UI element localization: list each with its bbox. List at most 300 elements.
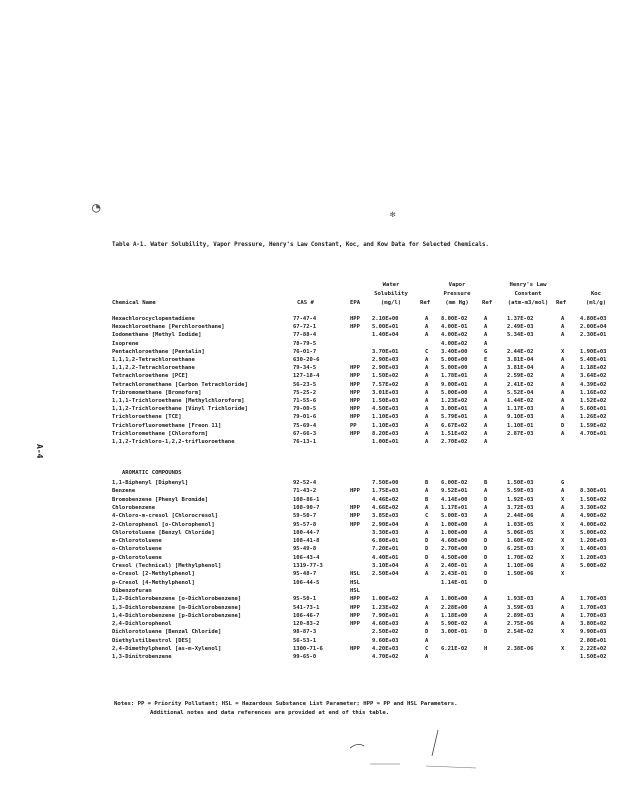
cas-number: 100-44-7 <box>293 529 320 536</box>
koc-value: 1.59E+02 <box>580 422 607 429</box>
chemical-name: o-Cresol [2-Methylphenol] <box>112 571 195 578</box>
koc-value: 1.20E+03 <box>580 554 607 561</box>
chemical-name: 1,1-Biphenyl [Diphenyl] <box>112 480 189 486</box>
solubility-value: 7.20E+01 <box>372 546 399 553</box>
solubility-ref: B <box>425 496 429 503</box>
solubility-value: 3.85E+03 <box>372 513 399 520</box>
vapor-pressure-value: 3.00E+01 <box>441 406 468 413</box>
vapor-pressure-value: 1.18E+00 <box>441 612 468 619</box>
table-row <box>0 629 618 638</box>
cas-number: 76-01-7 <box>293 348 317 355</box>
koc-value: 2.80E+01 <box>580 637 607 644</box>
koc-value: 4.39E+02 <box>580 381 607 388</box>
solubility-value: 4.66E+02 <box>372 504 399 511</box>
vapor-pressure-ref: A <box>484 529 488 536</box>
henry-constant-ref: A <box>561 373 565 380</box>
epa-code: HPP <box>350 612 360 619</box>
vapor-pressure-value: 5.00E+00 <box>441 357 468 363</box>
vapor-pressure-value: 6.00E-02 <box>441 480 468 486</box>
vapor-pressure-value: 5.90E-02 <box>441 621 468 628</box>
solubility-ref: A <box>425 439 429 445</box>
henry-constant-ref: A <box>561 563 565 569</box>
koc-value: 4.00E+02 <box>580 521 607 528</box>
henry-constant-ref: D <box>561 422 565 429</box>
vapor-pressure-value: 2.70E+00 <box>441 546 468 553</box>
vapor-pressure-value: 1.78E+01 <box>441 373 468 380</box>
vapor-pressure-ref: A <box>484 365 488 372</box>
header-vapor: Vapor Pressure (mm Hg) <box>443 282 471 306</box>
vapor-pressure-ref: D <box>484 579 488 586</box>
henry-constant-value: 1.93E-03 <box>507 596 534 603</box>
cas-number: 98-87-3 <box>293 629 317 636</box>
solubility-value: 4.46E+02 <box>372 496 399 503</box>
henry-constant-value: 1.10E-01 <box>507 422 534 429</box>
henry-constant-ref: A <box>561 365 565 372</box>
solubility-value: 1.23E+02 <box>372 604 399 611</box>
cas-number: 59-50-7 <box>293 513 317 520</box>
table-row <box>0 439 618 448</box>
vapor-pressure-value: 2.43E-01 <box>441 571 468 578</box>
vapor-pressure-value: 2.70E+02 <box>441 439 468 445</box>
chemical-name: Pentachloroethane [Pentalin] <box>112 348 205 355</box>
section-heading-aromatic: AROMATIC COMPOUNDS <box>122 470 182 476</box>
henry-constant-ref: X <box>561 348 565 355</box>
vapor-pressure-value: 4.00E+02 <box>441 340 468 347</box>
koc-value: 9.90E+03 <box>580 629 607 636</box>
henry-constant-ref: A <box>561 596 565 603</box>
henry-constant-value: 5.52E-04 <box>507 389 534 396</box>
table-row <box>0 497 618 506</box>
table-row <box>0 588 618 597</box>
vapor-pressure-ref: A <box>484 316 488 322</box>
header-ref3: Ref <box>556 300 567 306</box>
epa-code: HPP <box>350 521 360 528</box>
vapor-pressure-value: 8.00E-02 <box>441 316 468 322</box>
chemical-name: Chlorobenzene <box>112 504 156 511</box>
epa-code: HPP <box>350 398 360 404</box>
henry-constant-ref: X <box>561 571 565 578</box>
vapor-pressure-value: 5.00E+00 <box>441 365 468 372</box>
epa-code: HPP <box>350 504 360 511</box>
solubility-ref: D <box>425 538 429 545</box>
solubility-value: 2.90E+04 <box>372 521 399 528</box>
chemical-name: Tribromomethane [Bromoform] <box>112 389 202 396</box>
chemical-name: Cresol (Technical) [Methylphenol] <box>112 563 222 569</box>
solubility-value: 3.30E+03 <box>372 529 399 536</box>
vapor-pressure-ref: D <box>484 554 488 561</box>
vapor-pressure-ref: A <box>484 332 488 339</box>
table-notes <box>114 700 458 718</box>
chemical-name: 2,4-Dimethylphenol [as-m-Xylenol] <box>112 646 222 652</box>
solubility-value: 7.57E+02 <box>372 381 399 388</box>
vapor-pressure-ref: A <box>484 389 488 396</box>
henry-constant-value: 1.03E-05 <box>507 521 534 528</box>
henry-constant-ref: A <box>561 488 565 495</box>
cas-number: 71-43-2 <box>293 488 317 495</box>
header-ref: Ref <box>420 300 431 306</box>
henry-constant-ref: A <box>561 316 565 322</box>
epa-code: HPP <box>350 488 360 495</box>
chemical-name: Iodomethane [Methyl Iodide] <box>112 332 202 339</box>
cas-number: 79-00-5 <box>293 406 317 413</box>
cas-number: 541-73-1 <box>293 604 320 611</box>
koc-value: 1.50E+02 <box>580 496 607 503</box>
solubility-value: 1.75E+03 <box>372 488 399 495</box>
henry-constant-value: 2.89E-03 <box>507 612 534 619</box>
koc-value: 1.52E+02 <box>580 398 607 404</box>
cas-number: 106-44-5 <box>293 579 320 586</box>
vapor-pressure-value: 5.00E+00 <box>441 389 468 396</box>
solubility-value: 1.40E+04 <box>372 332 399 339</box>
henry-constant-ref: X <box>561 529 565 536</box>
cas-number: 67-72-1 <box>293 324 317 331</box>
chemical-name: Benzene <box>112 488 136 495</box>
vapor-pressure-ref: A <box>484 406 488 413</box>
notes-line-1: Notes: PP = Priority Pollutant; HSL = Hazardous Substance List Parameter; HPP = PP and HSL Parameters. <box>114 701 458 707</box>
cas-number: 95-48-7 <box>293 571 317 578</box>
koc-value: 4.80E+03 <box>580 316 607 322</box>
cas-number: 108-90-7 <box>293 504 320 511</box>
koc-value: 1.20E+03 <box>580 538 607 545</box>
solubility-value: 4.40E+01 <box>372 554 399 561</box>
vapor-pressure-value: 3.00E-01 <box>441 629 468 636</box>
vapor-pressure-ref: E <box>484 357 488 363</box>
solubility-ref: A <box>425 488 429 495</box>
henry-constant-ref: A <box>561 604 565 611</box>
solubility-value: 2.10E+00 <box>372 316 399 322</box>
chemical-name: Trichlorofluoromethane [Freon 11] <box>112 422 222 429</box>
chemical-name: Hexachlorocyclopentadiene <box>112 316 195 322</box>
solubility-value: 2.50E+02 <box>372 629 399 636</box>
henry-constant-ref: A <box>561 332 565 339</box>
table-row <box>0 596 618 605</box>
chemical-name: p-Cresol [4-Methylphenol] <box>112 579 195 586</box>
solubility-value: 4.50E+03 <box>372 406 399 413</box>
solubility-ref: A <box>425 422 429 429</box>
henry-constant-ref: A <box>561 406 565 413</box>
henry-constant-value: 1.70E-02 <box>507 554 534 561</box>
solubility-ref: A <box>425 571 429 578</box>
solubility-ref: B <box>425 480 429 486</box>
koc-value: 3.80E+02 <box>580 621 607 628</box>
header-koc: Koc (ml/g) <box>585 291 607 306</box>
chemical-name: m-Chlorotoluene <box>112 538 162 545</box>
henry-constant-value: 2.38E-06 <box>507 646 534 652</box>
solubility-value: 8.20E+03 <box>372 430 399 437</box>
solubility-value: 4.70E+02 <box>372 654 399 661</box>
solubility-value: 4.60E+03 <box>372 621 399 628</box>
solubility-ref: A <box>425 563 429 569</box>
solubility-value: 1.00E+01 <box>372 439 399 445</box>
henry-constant-value: 2.54E-02 <box>507 629 534 636</box>
cas-number: 630-20-6 <box>293 357 320 363</box>
henry-constant-value: 2.41E-02 <box>507 381 534 388</box>
koc-value: 5.00E+02 <box>580 529 607 536</box>
table-row <box>0 480 618 489</box>
solubility-ref: A <box>425 414 429 421</box>
scan-smudge-center: ✻ <box>390 210 396 220</box>
vapor-pressure-ref: A <box>484 414 488 421</box>
cas-number: 120-83-2 <box>293 621 320 628</box>
epa-code: HPP <box>350 316 360 322</box>
solubility-value: 6.80E+01 <box>372 538 399 545</box>
solubility-value: 1.00E+02 <box>372 596 399 603</box>
henry-constant-ref: G <box>561 480 565 486</box>
vapor-pressure-ref: A <box>484 439 488 445</box>
solubility-ref: A <box>425 332 429 339</box>
epa-code: HPP <box>350 621 360 628</box>
vapor-pressure-value: 2.28E+00 <box>441 604 468 611</box>
henry-constant-ref: X <box>561 538 565 545</box>
cas-number: 108-41-8 <box>293 538 320 545</box>
vapor-pressure-ref: D <box>484 496 488 503</box>
epa-code: HPP <box>350 324 360 331</box>
henry-constant-value: 3.81E-04 <box>507 365 534 372</box>
henry-constant-value: 5.34E-03 <box>507 332 534 339</box>
cas-number: 95-50-1 <box>293 596 317 603</box>
cas-number: 1319-77-3 <box>293 563 323 569</box>
chemical-name: 1,1,2-Trichloroethane [Vinyl Trichloride] <box>112 406 248 413</box>
table-row <box>0 488 618 497</box>
solubility-ref: A <box>425 612 429 619</box>
henry-constant-value: 2.87E-03 <box>507 430 534 437</box>
cas-number: 75-25-2 <box>293 389 317 396</box>
epa-code: HPP <box>350 414 360 421</box>
cas-number: 71-55-6 <box>293 398 317 404</box>
solubility-value: 1.50E+02 <box>372 373 399 380</box>
vapor-pressure-ref: G <box>484 348 488 355</box>
henry-constant-value: 5.59E-03 <box>507 488 534 495</box>
table-row <box>0 638 618 647</box>
henry-constant-value: 9.10E-03 <box>507 414 534 421</box>
header-henry: Henry's Law Constant (atm-m3/mol) <box>507 282 549 306</box>
chemical-name: 4-Chloro-m-cresol [Chlorocresol] <box>112 513 218 520</box>
koc-value: 1.70E+03 <box>580 612 607 619</box>
chemical-name: 1,1,2-Trichloro-1,2,2-trifluoroethane <box>112 439 235 445</box>
solubility-ref: A <box>425 596 429 603</box>
solubility-ref: C <box>425 348 429 355</box>
henry-constant-ref: X <box>561 521 565 528</box>
epa-code: HPP <box>350 365 360 372</box>
vapor-pressure-value: 1.17E+01 <box>441 504 468 511</box>
vapor-pressure-ref: A <box>484 521 488 528</box>
table-row <box>0 646 618 655</box>
table-title: Table A-1. Water Solubility, Vapor Pressure, Henry's Law Constant, Koc, and Kow Data for Selected Chemicals. <box>112 242 489 248</box>
epa-code: HPP <box>350 373 360 380</box>
vapor-pressure-ref: A <box>484 604 488 611</box>
vapor-pressure-value: 4.00E-01 <box>441 324 468 331</box>
table-row <box>0 546 618 555</box>
cas-number: 56-23-5 <box>293 381 317 388</box>
cas-number: 78-79-5 <box>293 340 317 347</box>
vapor-pressure-ref: A <box>484 324 488 331</box>
cas-number: 127-18-4 <box>293 373 320 380</box>
henry-constant-value: 1.17E-03 <box>507 406 534 413</box>
cas-number: 56-53-1 <box>293 637 317 644</box>
solubility-ref: A <box>425 316 429 322</box>
solubility-ref: A <box>425 637 429 644</box>
chemical-name: Chlorotoluene [Benzyl Chloride] <box>112 529 215 536</box>
epa-code: HPP <box>350 646 360 652</box>
solubility-ref: A <box>425 324 429 331</box>
solubility-value: 5.00E+01 <box>372 324 399 331</box>
koc-value: 2.30E+01 <box>580 332 607 339</box>
solubility-ref: A <box>425 357 429 363</box>
chemical-name: 2,4-Dichlorophenol <box>112 621 172 628</box>
vapor-pressure-ref: A <box>484 381 488 388</box>
cas-number: 108-86-1 <box>293 496 320 503</box>
henry-constant-ref: A <box>561 357 565 363</box>
cas-number: 1300-71-6 <box>293 646 323 652</box>
vapor-pressure-ref: A <box>484 422 488 429</box>
table-row <box>0 571 618 580</box>
vapor-pressure-ref: A <box>484 563 488 569</box>
vapor-pressure-ref: D <box>484 629 488 636</box>
henry-constant-ref: A <box>561 612 565 619</box>
solubility-ref: D <box>425 546 429 553</box>
cas-number: 67-66-3 <box>293 430 317 437</box>
solubility-ref: A <box>425 654 429 661</box>
vapor-pressure-ref: A <box>484 504 488 511</box>
henry-constant-value: 3.72E-03 <box>507 504 534 511</box>
chemical-name: 1,4-Dichlorobenzene [p-Dichlorobenzene] <box>112 612 242 619</box>
epa-code: HSL <box>350 587 360 594</box>
solubility-value: 3.01E+03 <box>372 389 399 396</box>
vapor-pressure-value: 1.23E+02 <box>441 398 468 404</box>
vapor-pressure-ref: D <box>484 546 488 553</box>
cas-number: 75-69-4 <box>293 422 317 429</box>
henry-constant-ref: A <box>561 324 565 331</box>
henry-constant-ref: A <box>561 381 565 388</box>
henry-constant-ref: A <box>561 414 565 421</box>
koc-value: 1.18E+02 <box>580 365 607 372</box>
chemical-name: Isoprene <box>112 340 139 347</box>
solubility-value: 7.50E+00 <box>372 480 399 486</box>
table-row <box>0 563 618 572</box>
header-name: Chemical Name <box>112 300 156 306</box>
koc-value: 5.40E+01 <box>580 357 607 363</box>
table-row <box>0 621 618 630</box>
koc-value: 2.00E+04 <box>580 324 607 331</box>
handwritten-marks <box>330 728 530 788</box>
table-row <box>0 580 618 589</box>
chemical-name: p-Chlorotoluene <box>112 554 162 561</box>
koc-value: 4.90E+02 <box>580 513 607 520</box>
vapor-pressure-value: 1.00E+00 <box>441 529 468 536</box>
koc-value: 1.26E+02 <box>580 414 607 421</box>
vapor-pressure-value: 5.79E+01 <box>441 414 468 421</box>
table-row <box>0 505 618 514</box>
henry-constant-value: 2.44E-02 <box>507 348 534 355</box>
solubility-value: 1.10E+03 <box>372 414 399 421</box>
vapor-pressure-value: 6.21E-02 <box>441 646 468 652</box>
epa-code: PP <box>350 422 357 429</box>
koc-value: 1.90E+03 <box>580 348 607 355</box>
henry-constant-value: 5.06E-05 <box>507 529 534 536</box>
henry-constant-ref: A <box>561 398 565 404</box>
solubility-ref: A <box>425 529 429 536</box>
solubility-ref: A <box>425 389 429 396</box>
solubility-ref: C <box>425 513 429 520</box>
cas-number: 95-57-8 <box>293 521 317 528</box>
vapor-pressure-ref: A <box>484 430 488 437</box>
page-number: A-4 <box>35 444 44 459</box>
chemical-name: Tetrachloromethane [Carbon Tetrachloride] <box>112 381 248 388</box>
vapor-pressure-ref: D <box>484 571 488 578</box>
solubility-ref: A <box>425 373 429 380</box>
chemical-name: Diethylstilbestrol [DES] <box>112 637 192 644</box>
vapor-pressure-ref: A <box>484 513 488 520</box>
header-ref2: Ref <box>482 300 493 306</box>
koc-value: 1.70E+03 <box>580 604 607 611</box>
koc-value: 3.30E+02 <box>580 504 607 511</box>
vapor-pressure-value: 1.51E+02 <box>441 430 468 437</box>
cas-number: 106-43-4 <box>293 554 320 561</box>
cas-number: 79-01-6 <box>293 414 317 421</box>
chemical-name: 1,1,2,2-Tetrachloroethane <box>112 365 195 372</box>
henry-constant-ref: A <box>561 389 565 396</box>
cas-number: 95-49-8 <box>293 546 317 553</box>
solubility-ref: A <box>425 398 429 404</box>
epa-code: HPP <box>350 604 360 611</box>
henry-constant-ref: A <box>561 513 565 520</box>
chemical-name: Dichlorotoluene [Benzal Chloride] <box>112 629 222 636</box>
solubility-ref: A <box>425 406 429 413</box>
solubility-ref: A <box>425 381 429 388</box>
cas-number: 76-13-1 <box>293 439 317 445</box>
epa-code: HPP <box>350 430 360 437</box>
vapor-pressure-ref: B <box>484 480 488 486</box>
koc-value: 1.50E+02 <box>580 654 607 661</box>
header-solubility: Water Solubility (mg/l) <box>374 282 408 306</box>
cas-number: 106-46-7 <box>293 612 320 619</box>
henry-constant-ref: X <box>561 554 565 561</box>
solubility-ref: A <box>425 621 429 628</box>
henry-constant-ref: X <box>561 629 565 636</box>
vapor-pressure-ref: A <box>484 373 488 380</box>
koc-value: 1.70E+03 <box>580 596 607 603</box>
koc-value: 1.16E+02 <box>580 389 607 396</box>
henry-constant-value: 1.50E-03 <box>507 480 534 486</box>
vapor-pressure-ref: A <box>484 340 488 347</box>
vapor-pressure-ref: D <box>484 538 488 545</box>
epa-code: HSL <box>350 579 360 586</box>
solubility-ref: A <box>425 365 429 372</box>
henry-constant-value: 2.49E-03 <box>507 324 534 331</box>
vapor-pressure-value: 4.00E+02 <box>441 332 468 339</box>
henry-constant-value: 3.81E-04 <box>507 357 534 363</box>
solubility-ref: C <box>425 646 429 652</box>
solubility-value: 9.60E+03 <box>372 637 399 644</box>
chemical-name: 1,2-Dichlorobenzene [o-Dichlorobenzene] <box>112 596 242 603</box>
solubility-value: 2.50E+04 <box>372 571 399 578</box>
cas-number: 99-65-0 <box>293 654 317 661</box>
vapor-pressure-value: 1.14E-01 <box>441 579 468 586</box>
epa-code: HPP <box>350 389 360 396</box>
table-row <box>0 605 618 614</box>
vapor-pressure-value: 3.40E+00 <box>441 348 468 355</box>
koc-value: 5.00E+02 <box>580 563 607 569</box>
vapor-pressure-value: 4.14E+00 <box>441 496 468 503</box>
henry-constant-ref: A <box>561 430 565 437</box>
henry-constant-ref: X <box>561 496 565 503</box>
solubility-ref: A <box>425 504 429 511</box>
solubility-value: 4.20E+03 <box>372 646 399 652</box>
table-row <box>0 538 618 547</box>
chemical-name: o-Chlorotoluene <box>112 546 162 553</box>
henry-constant-value: 2.59E-02 <box>507 373 534 380</box>
chemical-name: Tetrachloroethene [PCE] <box>112 373 189 380</box>
